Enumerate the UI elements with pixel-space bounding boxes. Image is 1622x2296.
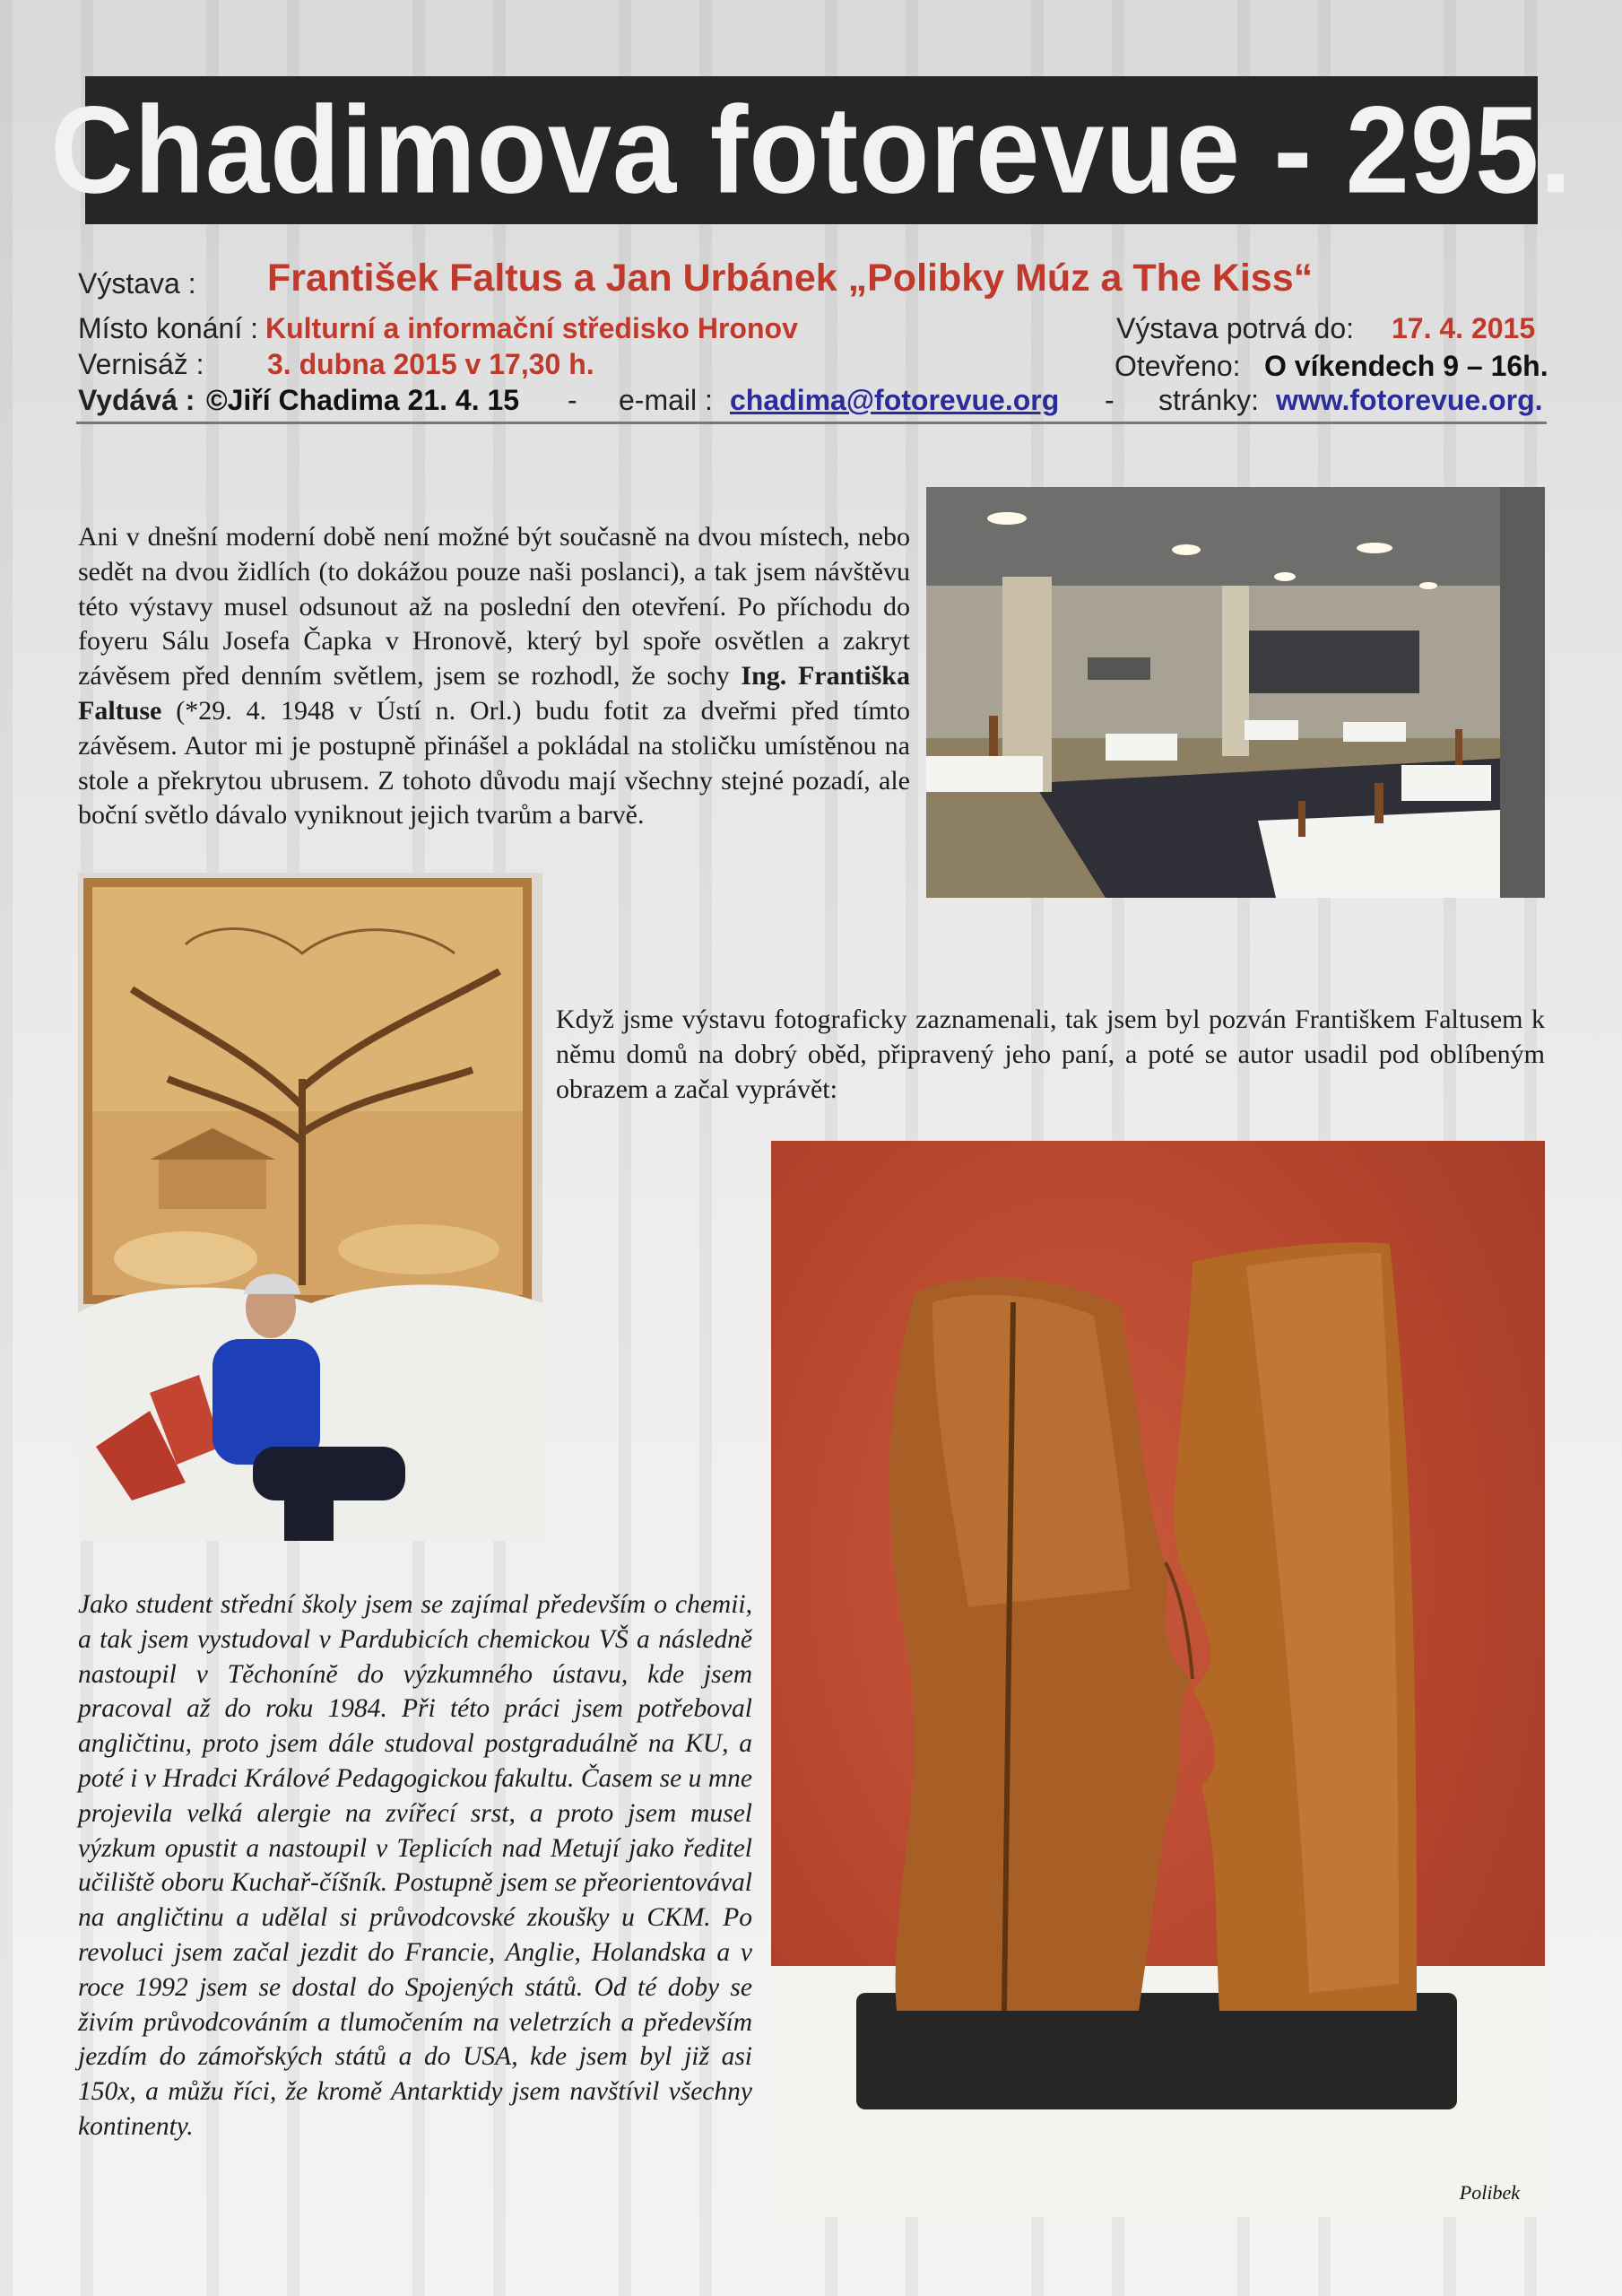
runs-until-label: Výstava potrvá do: [1116, 312, 1355, 344]
hall-illustration [926, 487, 1545, 898]
vernissage-date: 3. dubna 2015 v 17,30 h. [267, 348, 594, 380]
runs-until-date: 17. 4. 2015 [1392, 312, 1536, 344]
opening-hours: O víkendech 9 – 16h. [1264, 350, 1548, 382]
author-story-paragraph: Jako student střední školy jsem se zajímal především o chemii, a tak jsem vystudoval v Pardubicích chemickou VŠ a následně nastoupil v Těchonínĕ do výzkumného ústavu, kde jsem pracoval až do roku 1984. Při této práci jsem potřeboval angličtinu, proto jsem dále studoval postgraduálně na KU, a poté i v Hradci Králové Pedagogickou fakultu. Časem se u mne projevila velká alergie na zvířecí srst, a proto jsem musel výzkum opustit a nastoupil v Teplicích nad Metují jako ředitel učiliště oboru Kuchař-číšník. Postupně jsem se přeorientovával na angličtinu a udělal si průvodcovské zkoušky u CKM. Po revoluci jsem začal jezdit do Francie, Anglie, Holandska a v roce 1992 jsem se dostal do Spojených států. Od té doby se živím průvodcováním a tlumočením na veletrzích a především jezdím do zámořských států a do USA, kde jsem byl již asi 150x, a můžu říci, že kromě Antarktidy jsem navštívil všechny kontinenty. [78, 1590, 752, 2141]
sculpture-illustration [771, 1141, 1545, 2217]
vernissage-label: Vernisáž : [78, 348, 204, 380]
website-link[interactable]: www.fotorevue.org. [1276, 384, 1543, 416]
header-divider [76, 422, 1547, 424]
author-name: Ing. Františka Faltuse [78, 661, 910, 726]
intro-text-cont: (*29. 4. 1948 v Ústí n. Orl.) budu fotit za dveřmi před tímto závěsem. Autor mi je postupně přinášel a pokládal na stoličku umístěnou na stole a překrytou ubrusem. Z tohoto důvodu mají všechny stejné pozadí, ale boční světlo dávalo vyniknout jejich tvarům a barvě. [78, 695, 910, 831]
intro-text: Ani v dnešní moderní době není možné být současně na dvou místech, nebo sedět na dvou židlích (to dokážou pouze naši poslanci), a tak jsem návštěvu této výstavy musel odsunout až na poslední den otevření. Po příchodu do foyeru Sálu Josefa Čapka v Hronově, který byl spoře osvětlen a zakryt závěsem před denním světlem, jsem se rozhodl, že sochy [78, 522, 910, 691]
exhibition-hall-photo [926, 487, 1545, 898]
email-label: e-mail : [619, 384, 713, 416]
opening-hours-label: Otevřeno: [1115, 350, 1241, 382]
separator: - [568, 384, 577, 416]
lunch-paragraph: Když jsme výstavu fotograficky zaznamenali, tak jsem byl pozván Františkem Faltusem k němu domů na dobrý oběd, připravený jeho paní, a poté se autor usadil pod oblíbeným obrazem a začal vyprávět: [556, 1004, 1545, 1104]
publisher-label: Vydává : [78, 384, 195, 416]
title-banner [50, 76, 1573, 224]
author-portrait-photo [78, 873, 542, 1541]
exhibition-label: Výstava : [78, 267, 196, 300]
publisher: ©Jiří Chadima 21. 4. 15 [206, 384, 520, 416]
website-label: stránky: [1158, 384, 1260, 416]
portrait-illustration [78, 873, 542, 1541]
kiss-sculpture-photo [771, 1141, 1545, 2217]
venue-name: Kulturní a informační středisko Hronov [265, 312, 798, 344]
page-title: Chadimova fotorevue - 295. [50, 81, 1573, 220]
venue-label: Místo konání : [78, 312, 258, 344]
email-link[interactable]: chadima@fotorevue.org [730, 384, 1060, 416]
photo-caption: Polibek [1459, 2181, 1520, 2204]
intro-paragraph [78, 520, 910, 833]
exhibition-name: František Faltus a Jan Urbánek „Polibky Múz a The Kiss“ [267, 257, 1314, 300]
separator: - [1105, 384, 1115, 416]
